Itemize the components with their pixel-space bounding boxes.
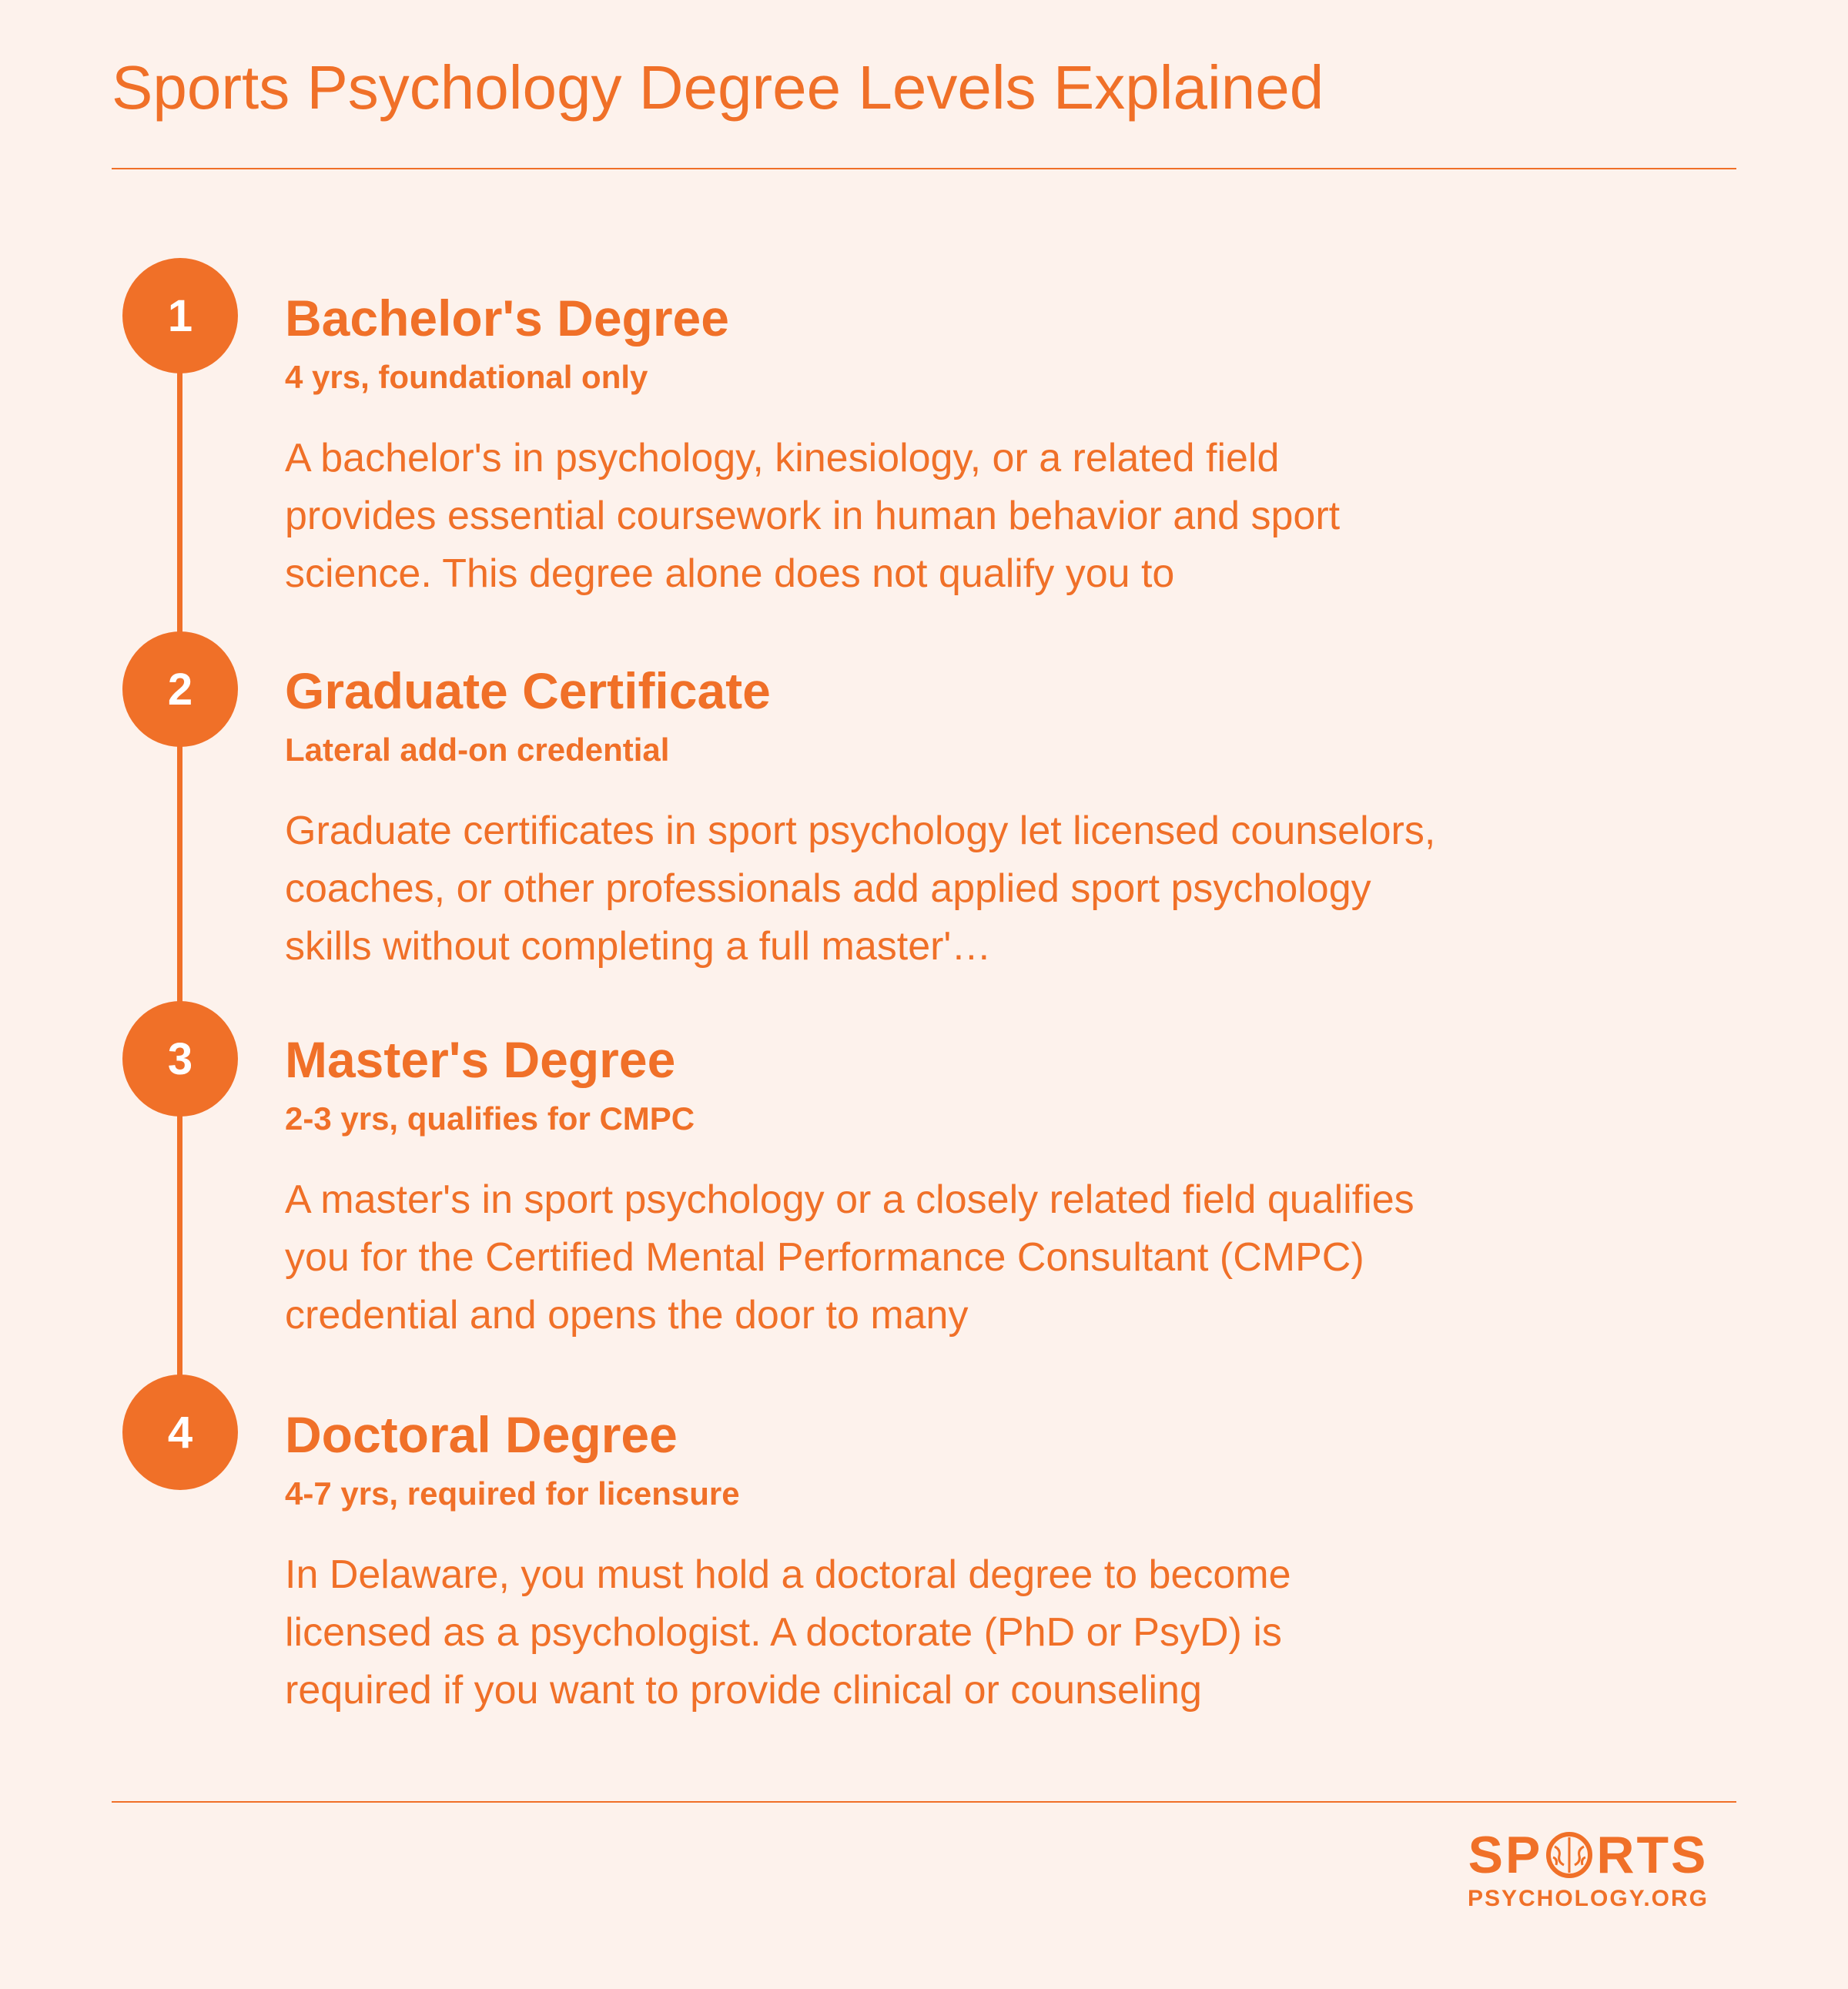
step-heading: Bachelor's Degree xyxy=(285,290,729,347)
step-subheading: Lateral add-on credential xyxy=(285,732,670,768)
step-3-number-badge xyxy=(122,1001,238,1117)
step-2-number-badge xyxy=(122,631,238,747)
timeline-line xyxy=(177,316,182,1417)
step-4 xyxy=(285,1405,1455,1719)
step-number: 3 xyxy=(167,1033,193,1084)
step-subheading: 4 yrs, foundational only xyxy=(285,359,648,396)
brain-icon xyxy=(1544,1831,1595,1879)
brand-logo xyxy=(1451,1826,1725,1912)
step-1-number-badge xyxy=(122,258,238,373)
page-title: Sports Psychology Degree Levels Explained xyxy=(112,53,1324,122)
step-description: Graduate certificates in sport psychology let licensed counselors, coaches, or other professionals add applied sport psychology skills without completing a full master'… xyxy=(285,808,1436,969)
step-description: In Delaware, you must hold a doctoral degree to become licensed as a psychologist. A doctorate (PhD or PsyD) is required if you want to provide clinical or counseling xyxy=(285,1552,1291,1713)
step-heading: Doctoral Degree xyxy=(285,1406,678,1463)
step-number: 4 xyxy=(167,1407,193,1458)
step-number: 2 xyxy=(167,664,193,715)
step-2 xyxy=(285,661,1455,976)
step-heading: Graduate Certificate xyxy=(285,662,771,719)
step-description: A bachelor's in psychology, kinesiology, or a related field provides essential coursework in human behavior and sport science. This degree alone does not qualify you to xyxy=(285,435,1341,596)
step-subheading: 2-3 yrs, qualifies for CMPC xyxy=(285,1100,695,1137)
step-4-number-badge xyxy=(122,1375,238,1490)
logo-text-end: RTS xyxy=(1596,1826,1709,1884)
logo-subtext: PSYCHOLOGY.ORG xyxy=(1467,1886,1709,1911)
step-subheading: 4-7 yrs, required for licensure xyxy=(285,1475,740,1512)
logo-text-start: SP xyxy=(1468,1826,1543,1884)
step-1 xyxy=(285,288,1455,603)
bottom-divider xyxy=(112,1801,1736,1803)
top-divider xyxy=(112,168,1736,169)
step-description: A master's in sport psychology or a closely related field qualifies you for the Certified Mental Performance Consultant (CMPC) credential and opens the door to many xyxy=(285,1177,1414,1338)
logo-wordmark xyxy=(1451,1826,1725,1884)
step-3 xyxy=(285,1030,1455,1344)
step-heading: Master's Degree xyxy=(285,1031,676,1088)
step-number: 1 xyxy=(167,290,193,341)
